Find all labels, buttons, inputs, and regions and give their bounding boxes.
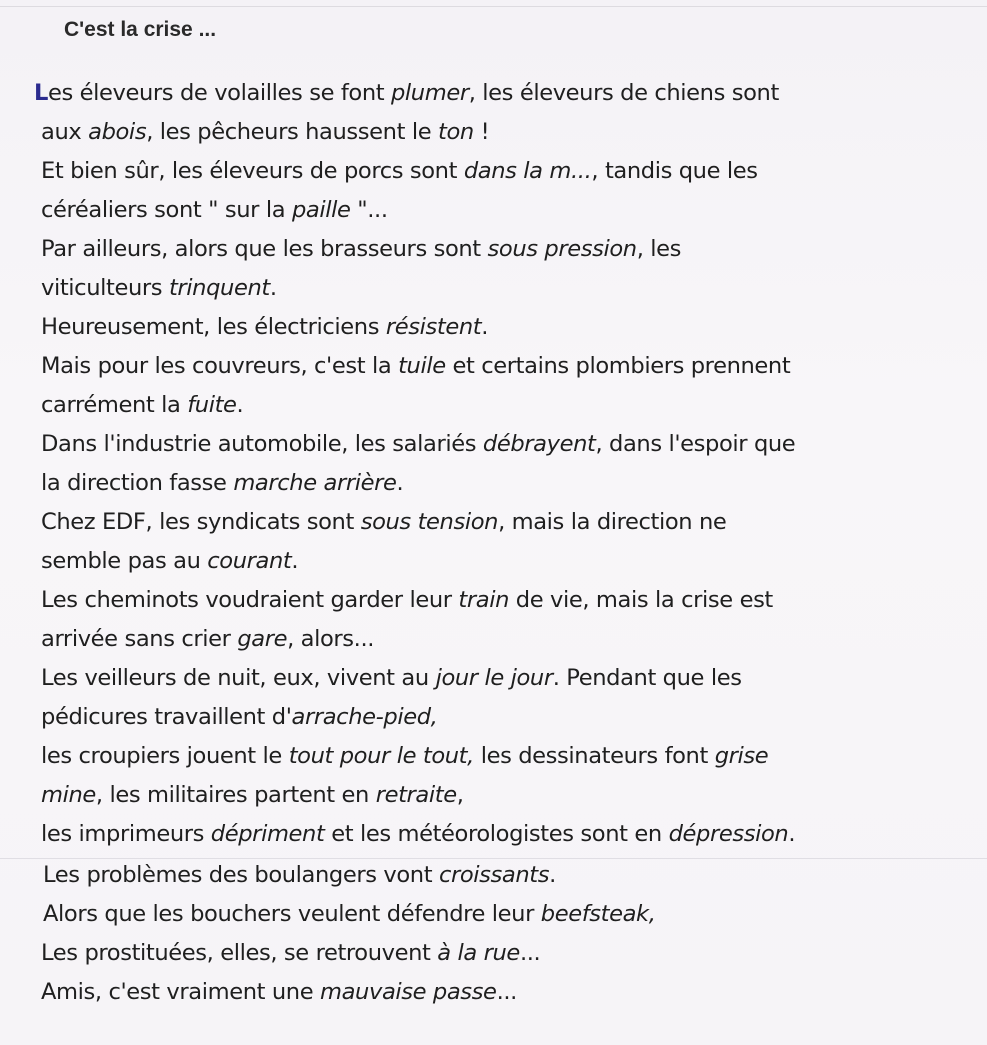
text-segment: , les — [636, 236, 682, 262]
italic-pun: ton — [437, 119, 474, 145]
text-segment: ... — [519, 940, 541, 966]
italic-pun: mauvaise passe — [320, 979, 497, 1005]
text-line — [34, 425, 974, 464]
text-segment: semble pas au — [41, 548, 208, 574]
text-segment: Heureusement, les électriciens — [41, 314, 386, 340]
text-segment: . — [549, 862, 556, 888]
text-segment: Les cheminots voudraient garder leur — [41, 587, 459, 613]
text-segment: les imprimeurs — [41, 821, 211, 847]
text-segment: pédicures travaillent d' — [41, 704, 292, 730]
text-line — [34, 113, 974, 152]
text-line — [34, 269, 974, 308]
italic-pun: jour le jour — [435, 665, 553, 691]
text-segment: les dessinateurs font — [473, 743, 715, 769]
italic-pun: dépression — [668, 821, 789, 847]
text-segment: , mais la direction ne — [498, 509, 727, 535]
text-line — [34, 152, 974, 191]
text-segment: , tandis que les — [591, 158, 758, 184]
text-segment: . — [269, 275, 277, 301]
italic-pun: dépriment — [210, 821, 325, 847]
italic-pun: tout pour le tout, — [288, 743, 474, 769]
text-line — [34, 386, 974, 425]
document-title: C'est la crise ... — [64, 18, 217, 41]
text-segment: Alors que les bouchers veulent défendre leur — [43, 901, 541, 927]
text-line — [34, 503, 974, 542]
text-segment: . — [236, 392, 244, 418]
italic-pun: débrayent — [482, 431, 596, 457]
text-segment: céréaliers sont " sur la — [41, 197, 292, 223]
italic-pun: mine — [41, 782, 96, 808]
text-segment: Mais pour les couvreurs, c'est la — [41, 353, 399, 379]
italic-pun: dans la m... — [463, 158, 592, 184]
text-segment: aux — [41, 119, 89, 145]
italic-pun: grise — [714, 743, 769, 769]
text-segment: . — [291, 548, 299, 574]
text-segment: Dans l'industrie automobile, les salariés — [41, 431, 483, 457]
text-line — [34, 698, 974, 737]
italic-pun: paille — [291, 197, 351, 223]
text-segment: Chez EDF, les syndicats sont — [41, 509, 361, 535]
text-line — [34, 776, 974, 815]
italic-pun: abois — [88, 119, 147, 145]
italic-pun: à la rue — [437, 940, 520, 966]
text-segment: Les problèmes des boulangers vont — [43, 862, 439, 888]
text-line — [34, 230, 974, 269]
text-segment: es éleveurs de volailles se font — [48, 80, 391, 106]
text-segment: ! — [473, 119, 490, 145]
text-line — [34, 464, 974, 503]
italic-pun: gare — [237, 626, 288, 652]
text-line — [34, 659, 974, 698]
text-segment: , les éleveurs de chiens sont — [468, 80, 779, 106]
text-segment: Les veilleurs de nuit, eux, vivent au — [41, 665, 436, 691]
italic-pun: trinquent — [168, 275, 270, 301]
text-line — [34, 542, 974, 581]
text-segment: Amis, c'est vraiment une — [41, 979, 320, 1005]
text-segment: , les militaires partent en — [95, 782, 376, 808]
text-segment: de vie, mais la crise est — [509, 587, 773, 613]
italic-pun: beefsteak, — [540, 901, 656, 927]
italic-pun: train — [458, 587, 510, 613]
text-segment: carrément la — [41, 392, 188, 418]
italic-pun: marche arrière — [233, 470, 397, 496]
text-line — [34, 74, 974, 113]
text-line — [34, 815, 974, 854]
poem-body — [34, 74, 974, 1012]
text-segment: ... — [496, 979, 517, 1005]
text-segment: . — [788, 821, 796, 847]
italic-pun: fuite — [187, 392, 237, 418]
text-line — [34, 973, 974, 1012]
text-line — [34, 737, 974, 776]
text-line — [34, 620, 974, 659]
text-segment: . Pendant que les — [552, 665, 742, 691]
italic-pun: courant — [207, 548, 292, 574]
text-line — [34, 581, 974, 620]
text-segment: arrivée sans crier — [41, 626, 238, 652]
text-segment: viticulteurs — [41, 275, 169, 301]
text-segment: la direction fasse — [41, 470, 234, 496]
italic-pun: croissants — [438, 862, 550, 888]
text-line — [34, 191, 974, 230]
text-segment: les croupiers jouent le — [41, 743, 289, 769]
text-segment: Et bien sûr, les éleveurs de porcs sont — [41, 158, 464, 184]
text-segment: . — [396, 470, 404, 496]
text-segment: , les pêcheurs haussent le — [146, 119, 438, 145]
italic-pun: retraite — [375, 782, 457, 808]
text-segment: , — [456, 782, 464, 808]
text-line — [34, 347, 974, 386]
text-segment: Les prostituées, elles, se retrouvent — [41, 940, 438, 966]
text-line — [34, 856, 974, 895]
text-segment: "... — [350, 197, 388, 223]
text-segment: et certains plombiers prennent — [445, 353, 791, 379]
italic-pun: plumer — [390, 80, 469, 106]
italic-pun: résistent — [385, 314, 482, 340]
italic-pun: tuile — [398, 353, 446, 379]
text-segment: , alors... — [287, 626, 375, 652]
text-line — [34, 308, 974, 347]
paper-fold-top — [0, 6, 987, 7]
text-segment: , dans l'espoir que — [595, 431, 796, 457]
italic-pun: sous tension — [360, 509, 499, 535]
text-segment: et les météorologistes sont en — [324, 821, 669, 847]
text-segment: . — [481, 314, 489, 340]
italic-pun: sous pression — [487, 236, 637, 262]
italic-pun: arrache-pied, — [291, 704, 438, 730]
initial-letter: L — [34, 80, 48, 106]
text-line — [34, 895, 974, 934]
text-line — [34, 934, 974, 973]
text-segment: Par ailleurs, alors que les brasseurs sont — [41, 236, 488, 262]
